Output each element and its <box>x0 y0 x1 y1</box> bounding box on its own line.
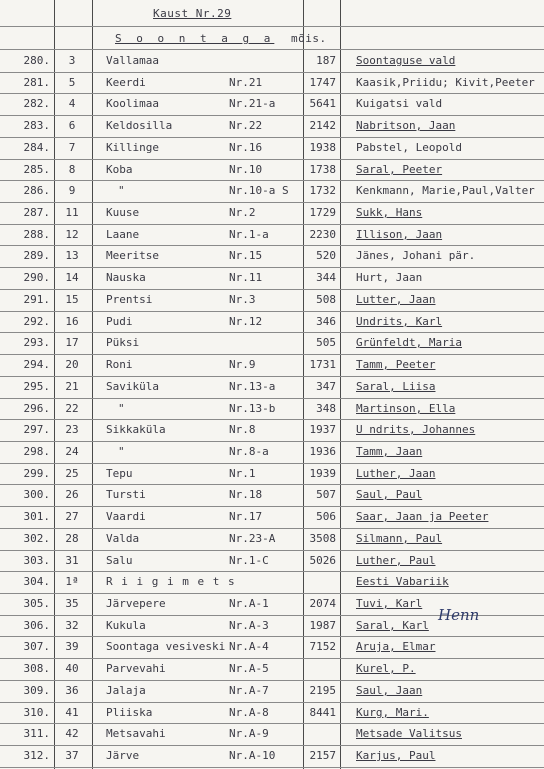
row-rule <box>0 180 544 181</box>
area-value: 507 <box>316 488 336 501</box>
entry-number: 283. <box>23 119 50 132</box>
area-value: 2230 <box>309 228 336 241</box>
entry-number: 284. <box>23 141 50 154</box>
owner-name: Soontaguse vald <box>356 54 456 67</box>
handwritten-note: Henn <box>438 606 480 624</box>
header-rule <box>0 26 544 27</box>
owner-name: Saar, Jaan ja Peeter <box>356 510 489 523</box>
area-value: 2074 <box>309 597 336 610</box>
register-ref: Nr.1-a <box>229 228 269 241</box>
farm-name: " <box>118 445 125 458</box>
register-ref: Nr.A-8 <box>229 706 269 719</box>
row-rule <box>0 354 544 355</box>
parcel-number: 37 <box>65 749 79 762</box>
farm-name: Roni <box>106 358 133 371</box>
parcel-number: 31 <box>65 554 79 567</box>
owner-name: Saul, Jaan <box>356 684 423 697</box>
register-ref: Nr.9 <box>229 358 256 371</box>
farm-name: Keerdi <box>106 76 146 89</box>
farm-name: Parvevahi <box>106 662 166 675</box>
row-rule <box>0 159 544 160</box>
register-ref: Nr.3 <box>229 293 256 306</box>
farm-name: Vallamaa <box>106 54 159 67</box>
folder-title: Kaust Nr.29 <box>153 7 232 20</box>
owner-name: Nabritson, Jaan <box>356 119 456 132</box>
entry-number: 292. <box>23 315 50 328</box>
area-value: 2142 <box>309 119 336 132</box>
entry-number: 295. <box>23 380 50 393</box>
register-ref: Nr.23-A <box>229 532 276 545</box>
entry-number: 296. <box>23 402 50 415</box>
register-ref: Nr.15 <box>229 249 263 262</box>
parcel-number: 9 <box>68 184 76 197</box>
row-rule <box>0 419 544 420</box>
row-rule <box>0 571 544 572</box>
row-rule <box>0 463 544 464</box>
parcel-number: 13 <box>65 249 79 262</box>
area-value: 346 <box>316 315 336 328</box>
row-rule <box>0 723 544 724</box>
entry-number: 304. <box>23 575 50 588</box>
owner-name: Tamm, Peeter <box>356 358 436 371</box>
farm-name: Pliiska <box>106 706 153 719</box>
farm-name: Kuuse <box>106 206 140 219</box>
owner-name: Martinson, Ella <box>356 402 456 415</box>
register-ref: Nr.A-9 <box>229 727 269 740</box>
entry-number: 282. <box>23 97 50 110</box>
parcel-number: 41 <box>65 706 79 719</box>
row-rule <box>0 224 544 225</box>
entry-number: 285. <box>23 163 50 176</box>
row-rule <box>0 702 544 703</box>
row-rule <box>0 398 544 399</box>
owner-name: Hurt, Jaan <box>356 271 423 284</box>
entry-number: 301. <box>23 510 50 523</box>
farm-name: Püksi <box>106 336 140 349</box>
entry-number: 291. <box>23 293 50 306</box>
farm-name: Killinge <box>106 141 159 154</box>
farm-name: Pudi <box>106 315 133 328</box>
entry-number: 305. <box>23 597 50 610</box>
parcel-number: 32 <box>65 619 79 632</box>
register-ref: Nr.16 <box>229 141 263 154</box>
farm-name: Koolimaa <box>106 97 159 110</box>
parcel-number: 4 <box>68 97 76 110</box>
owner-name: Saral, Peeter <box>356 163 443 176</box>
row-rule <box>0 484 544 485</box>
owner-name: Karjus, Paul <box>356 749 436 762</box>
owner-name: Kaasik,Priidu; Kivit,Peeter <box>356 76 535 89</box>
register-ref: Nr.A-5 <box>229 662 269 675</box>
parcel-number: 5 <box>68 76 76 89</box>
area-value: 505 <box>316 336 336 349</box>
owner-name: Sukk, Hans <box>356 206 423 219</box>
owner-name: Saral, Karl <box>356 619 429 632</box>
area-value: 1731 <box>309 358 336 371</box>
owner-name: Saral, Liisa <box>356 380 436 393</box>
area-value: 520 <box>316 249 336 262</box>
parcel-number: 3 <box>68 54 76 67</box>
entry-number: 297. <box>23 423 50 436</box>
area-value: 1939 <box>309 467 336 480</box>
farm-name: Nauska <box>106 271 146 284</box>
parcel-number: 22 <box>65 402 79 415</box>
area-value: 2157 <box>309 749 336 762</box>
row-rule <box>0 137 544 138</box>
area-value: 348 <box>316 402 336 415</box>
farm-name: Koba <box>106 163 133 176</box>
row-rule <box>0 593 544 594</box>
register-ref: Nr.A-7 <box>229 684 269 697</box>
register-ref: Nr.13-a <box>229 380 276 393</box>
parcel-number: 23 <box>65 423 79 436</box>
row-rule <box>0 289 544 290</box>
parcel-number: 11 <box>65 206 79 219</box>
register-ref: Nr.18 <box>229 488 263 501</box>
manor-name-spaced: S o o n t a g a <box>115 32 275 45</box>
area-value: 1938 <box>309 141 336 154</box>
parcel-number: 8 <box>68 163 76 176</box>
farm-name: Laane <box>106 228 140 241</box>
parcel-number: 15 <box>65 293 79 306</box>
area-value: 1987 <box>309 619 336 632</box>
entry-number: 302. <box>23 532 50 545</box>
entry-number: 299. <box>23 467 50 480</box>
parcel-number: 40 <box>65 662 79 675</box>
manor-name <box>115 32 327 46</box>
farm-name: " <box>118 402 125 415</box>
parcel-number: 25 <box>65 467 79 480</box>
register-ref: Nr.13-b <box>229 402 276 415</box>
area-value: 2195 <box>309 684 336 697</box>
area-value: 8441 <box>309 706 336 719</box>
entry-number: 293. <box>23 336 50 349</box>
area-value: 3508 <box>309 532 336 545</box>
parcel-number: 26 <box>65 488 79 501</box>
parcel-number: 20 <box>65 358 79 371</box>
farm-name: R i i g i m e t s <box>106 575 236 588</box>
farm-name: Jalaja <box>106 684 146 697</box>
farm-name: Kukula <box>106 619 146 632</box>
parcel-number: 42 <box>65 727 79 740</box>
row-rule <box>0 550 544 551</box>
area-value: 1729 <box>309 206 336 219</box>
area-value: 187 <box>316 54 336 67</box>
row-rule <box>0 636 544 637</box>
entry-number: 307. <box>23 640 50 653</box>
row-rule <box>0 267 544 268</box>
register-ref: Nr.A-1 <box>229 597 269 610</box>
area-value: 1747 <box>309 76 336 89</box>
owner-name: Illison, Jaan <box>356 228 443 241</box>
parcel-number: 28 <box>65 532 79 545</box>
row-rule <box>0 528 544 529</box>
farm-name: Prentsi <box>106 293 153 306</box>
entry-number: 303. <box>23 554 50 567</box>
register-ref: Nr.2 <box>229 206 256 219</box>
area-value: 508 <box>316 293 336 306</box>
farm-name: Metsavahi <box>106 727 166 740</box>
owner-name: Kurg, Mari. <box>356 706 429 719</box>
parcel-number: 16 <box>65 315 79 328</box>
parcel-number: 27 <box>65 510 79 523</box>
row-rule <box>0 115 544 116</box>
farm-name: Järvepere <box>106 597 166 610</box>
owner-name: Metsade Valitsus <box>356 727 462 740</box>
entry-number: 289. <box>23 249 50 262</box>
row-rule <box>0 93 544 94</box>
parcel-number: 6 <box>68 119 76 132</box>
register-ref: Nr.1-C <box>229 554 269 567</box>
farm-name: Tepu <box>106 467 133 480</box>
entry-number: 294. <box>23 358 50 371</box>
owner-name: Luther, Jaan <box>356 467 436 480</box>
entry-number: 310. <box>23 706 50 719</box>
farm-name: Keldosilla <box>106 119 173 132</box>
area-value: 1738 <box>309 163 336 176</box>
register-ref: Nr.11 <box>229 271 263 284</box>
parcel-number: 24 <box>65 445 79 458</box>
row-rule <box>0 680 544 681</box>
register-ref: Nr.21 <box>229 76 263 89</box>
entry-number: 280. <box>23 54 50 67</box>
row-rule <box>0 245 544 246</box>
farm-name: Vaardi <box>106 510 146 523</box>
entry-number: 281. <box>23 76 50 89</box>
owner-name: Aruja, Elmar <box>356 640 436 653</box>
row-rule <box>0 767 544 768</box>
owner-name: Kuigatsi vald <box>356 97 443 110</box>
register-ref: Nr.8 <box>229 423 256 436</box>
entry-number: 309. <box>23 684 50 697</box>
area-value: 5026 <box>309 554 336 567</box>
area-value: 1732 <box>309 184 336 197</box>
entry-number: 286. <box>23 184 50 197</box>
register-ref: Nr.A-3 <box>229 619 269 632</box>
entry-number: 288. <box>23 228 50 241</box>
register-ref: Nr.8-a <box>229 445 269 458</box>
parcel-number: 39 <box>65 640 79 653</box>
owner-name: Luther, Paul <box>356 554 436 567</box>
area-value: 5641 <box>309 97 336 110</box>
farm-name: Saviküla <box>106 380 159 393</box>
owner-name: Lutter, Jaan <box>356 293 436 306</box>
row-rule <box>0 506 544 507</box>
parcel-number: 17 <box>65 336 79 349</box>
row-rule <box>0 202 544 203</box>
entry-number: 287. <box>23 206 50 219</box>
manor-suffix: mõis. <box>290 32 327 45</box>
register-ref: Nr.10-a S <box>229 184 289 197</box>
owner-name: Undrits, Karl <box>356 315 443 328</box>
owner-name: Tamm, Jaan <box>356 445 423 458</box>
owner-name: Pabstel, Leopold <box>356 141 462 154</box>
owner-name: Silmann, Paul <box>356 532 443 545</box>
row-rule <box>0 441 544 442</box>
area-value: 7152 <box>309 640 336 653</box>
parcel-number: 36 <box>65 684 79 697</box>
parcel-number: 12 <box>65 228 79 241</box>
row-rule <box>0 745 544 746</box>
owner-name: Kurel, P. <box>356 662 416 675</box>
owner-name: Eesti Vabariik <box>356 575 449 588</box>
parcel-number: 14 <box>65 271 79 284</box>
entry-number: 298. <box>23 445 50 458</box>
entry-number: 308. <box>23 662 50 675</box>
owner-name: Tuvi, Karl <box>356 597 423 610</box>
register-ref: Nr.12 <box>229 315 263 328</box>
entry-number: 300. <box>23 488 50 501</box>
owner-name: U ndrits, Johannes <box>356 423 476 436</box>
owner-name: Saul, Paul <box>356 488 423 501</box>
register-ref: Nr.A-10 <box>229 749 276 762</box>
parcel-number: 21 <box>65 380 79 393</box>
owner-name: Kenkmann, Marie,Paul,Valter <box>356 184 535 197</box>
entry-number: 312. <box>23 749 50 762</box>
row-rule <box>0 658 544 659</box>
parcel-number: 35 <box>65 597 79 610</box>
owner-name: Jänes, Johani pär. <box>356 249 476 262</box>
farm-name: Valda <box>106 532 140 545</box>
farm-name: Sikkaküla <box>106 423 166 436</box>
register-ref: Nr.17 <box>229 510 263 523</box>
area-value: 1937 <box>309 423 336 436</box>
area-value: 347 <box>316 380 336 393</box>
parcel-number: 7 <box>68 141 76 154</box>
entry-number: 306. <box>23 619 50 632</box>
area-value: 1936 <box>309 445 336 458</box>
row-rule <box>0 311 544 312</box>
register-ref: Nr.A-4 <box>229 640 269 653</box>
register-ref: Nr.1 <box>229 467 256 480</box>
header-rule <box>0 49 544 50</box>
row-rule <box>0 332 544 333</box>
row-rule <box>0 72 544 73</box>
parcel-number: 1ª <box>65 575 79 588</box>
entry-number: 311. <box>23 727 50 740</box>
owner-name: Grünfeldt, Maria <box>356 336 462 349</box>
farm-name: Järve <box>106 749 140 762</box>
area-value: 506 <box>316 510 336 523</box>
row-rule <box>0 376 544 377</box>
entry-number: 290. <box>23 271 50 284</box>
register-ref: Nr.10 <box>229 163 263 176</box>
area-value: 344 <box>316 271 336 284</box>
farm-name: Salu <box>106 554 133 567</box>
register-ref: Nr.21-a <box>229 97 276 110</box>
register-ref: Nr.22 <box>229 119 263 132</box>
farm-name: Soontaga vesiveski <box>106 640 226 653</box>
farm-name: Mееritse <box>106 249 159 262</box>
farm-name: Tursti <box>106 488 146 501</box>
farm-name: " <box>118 184 125 197</box>
